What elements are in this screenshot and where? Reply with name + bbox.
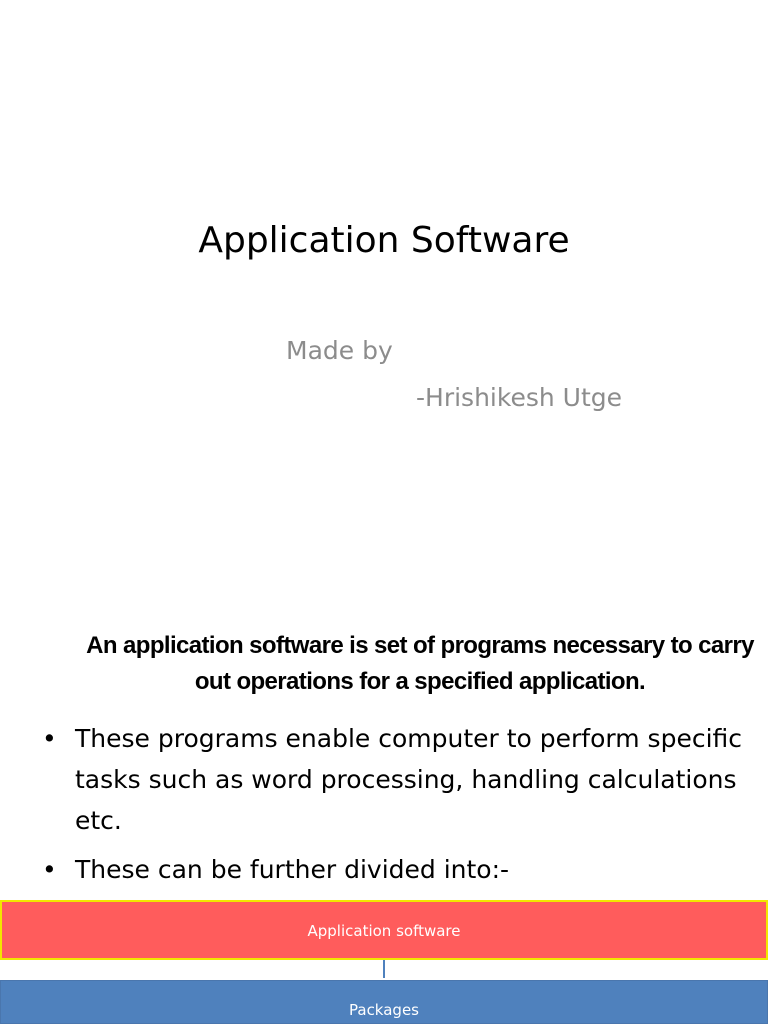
diagram-root-label: Application software: [307, 922, 461, 940]
bullet-icon: •: [42, 855, 57, 884]
bullet-item: [0, 718, 768, 841]
bullet-text: These programs enable computer to perform specific tasks such as word processing, handling calculations etc.: [75, 724, 743, 835]
slide-title-heading: Application Software: [198, 220, 570, 261]
diagram-child-label: Packages: [349, 1001, 419, 1019]
diagram-connector-line: [383, 960, 385, 978]
made-by-label: Made by: [286, 336, 393, 365]
diagram-root-box: [0, 900, 768, 960]
definition-text: An application software is set of programs necessary to carry out operations for a specified application.: [86, 632, 754, 695]
bullet-text: These can be further divided into:-: [75, 855, 510, 884]
diagram-child-box: [0, 980, 768, 1024]
bullet-item: [0, 849, 768, 890]
bullet-icon: •: [42, 724, 57, 753]
bullet-list: [0, 718, 768, 890]
author-name: -Hrishikesh Utge: [416, 383, 622, 412]
